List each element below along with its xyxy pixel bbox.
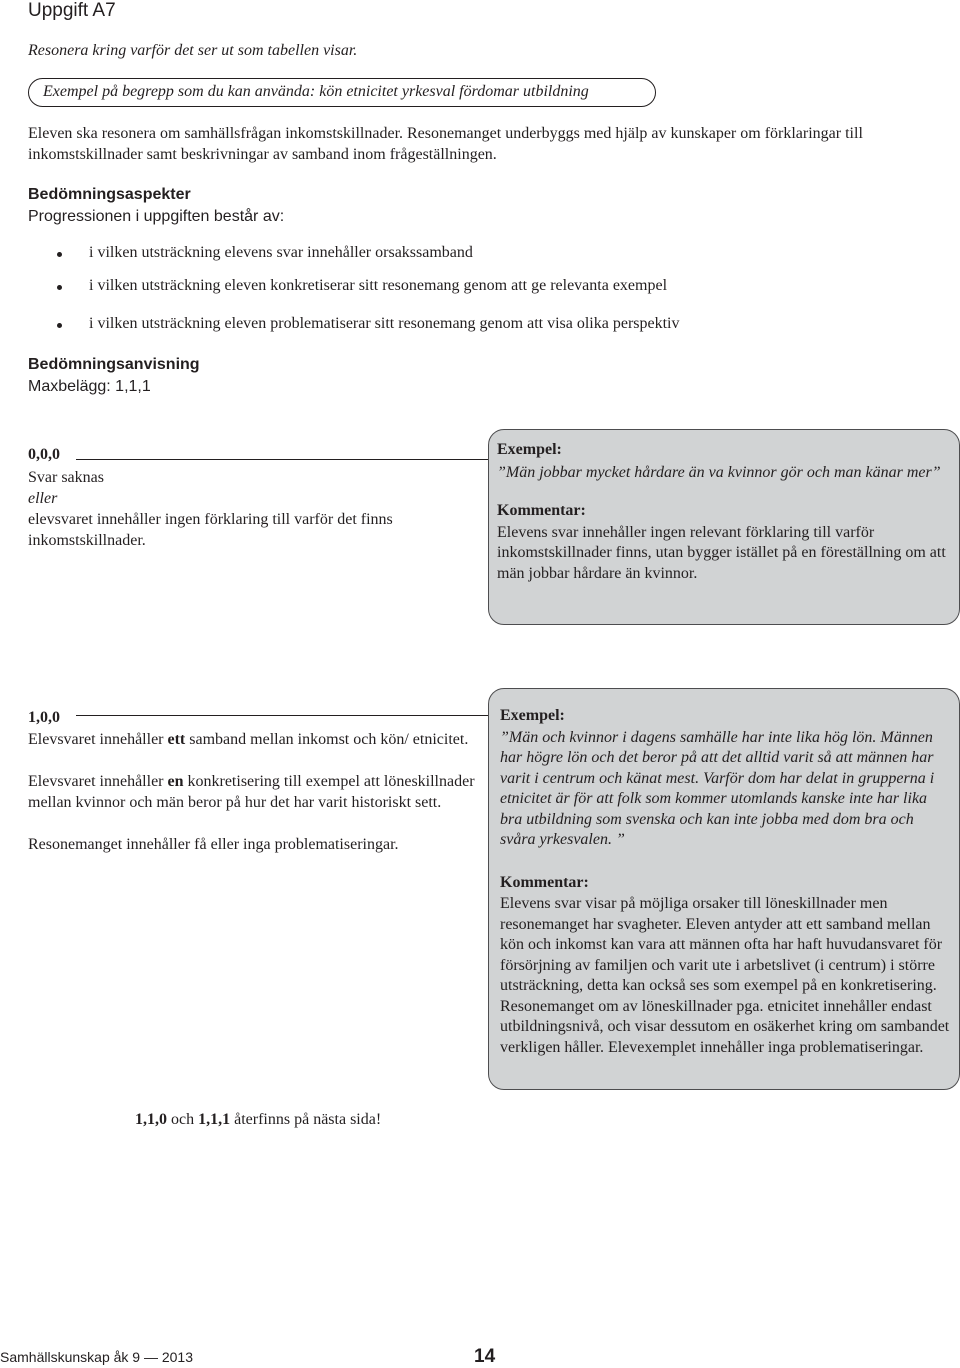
guidance-heading: Bedömningsanvisning — [28, 356, 200, 373]
task-instruction: Resonera kring varför det ser ut som tabellen visar. — [28, 42, 358, 59]
intro-paragraph: Eleven ska resonera om samhällsfrågan inkomstskillnader. Resonemanget underbyggs med hjälp av kunskaper om förklaringar till inkomstskillnader samt beskrivningar av samband inom frågeställningen. — [28, 125, 863, 163]
level2-example-label: Exempel: — [500, 707, 565, 724]
guidance-max: Maxbelägg: 1,1,1 — [28, 378, 151, 395]
concepts-box — [28, 78, 656, 107]
level2-example-text: ”Män och kvinnor i dagens samhälle har inte lika hög lön. Männen har högre lön och det beror på att det alltid varit så att männen har varit i centrum och känat mest. Varför dom har delat in grupperna i etnicitet är för att folk som kommer utomlands kanske inte har lika bra utbildning som svenska och kan inte jobba med dom bra och svåra yrkesvalen. ” — [500, 728, 935, 848]
page-number: 14 — [474, 1346, 496, 1367]
bullet-icon — [57, 323, 62, 328]
level1-example-box — [488, 429, 960, 625]
aspect-bullet: i vilken utsträckning eleven problematiserar sitt resonemang genom att visa olika perspektiv — [89, 315, 680, 332]
level2-p2: Elevsvaret innehåller en konkretisering till exempel att löneskillnader mellan kvinnor och män beror på hur det har varit historiskt sett. — [28, 773, 475, 811]
level1-comment-label: Kommentar: — [497, 502, 586, 519]
level2-p3: Resonemanget innehåller få eller inga problematiseringar. — [28, 836, 399, 853]
level2-score: 1,0,0 — [28, 709, 60, 726]
level2-example-box — [488, 688, 960, 1090]
level1-criteria — [28, 467, 468, 551]
level1-example-text: ”Män jobbar mycket hårdare än va kvinnor gör och man känar mer” — [497, 463, 941, 481]
level1-comment-text: Elevens svar innehåller ingen relevant förklaring till varför inkomstskillnader finns, utan bygger istället på en föreställning om att män jobbar hårdare än kvinnor. — [497, 523, 946, 582]
aspects-heading: Bedömningsaspekter — [28, 186, 191, 203]
level1-score: 0,0,0 — [28, 446, 60, 463]
aspects-lead: Progressionen i uppgiften består av: — [28, 208, 285, 225]
level2-p1: Elevsvaret innehåller ett samband mellan inkomst och kön/ etnicitet. — [28, 731, 469, 748]
task-title: Uppgift A7 — [28, 0, 116, 21]
level1-line1: Svar saknas — [28, 469, 104, 486]
footer-subject: Samhällskunskap åk 9 — 2013 — [0, 1349, 193, 1365]
level2-comment-label: Kommentar: — [500, 873, 589, 891]
level2-connector — [76, 715, 488, 716]
aspect-bullet: i vilken utsträckning eleven konkretiserar sitt resonemang genom att ge relevanta exempel — [89, 277, 668, 294]
level2-comment-text: Elevens svar visar på möjliga orsaker till löneskillnader men resonemanget har svagheter. Eleven antyder att ett samband mellan kön och inkomst kan vara att männen ofta har haft huvudansvaret för försörjning av familjen och varit ute i arbetslivet (i centrum) i större utsträckning, detta kan också ses som exempel på en konkretisering. Resonemanget om av löneskillnader pga. etnicitet innehåller endast utbildningsnivå, och visar dessutom en osäkerhet kring om sambandet verkligen håller. Elevexemplet innehåller inga problematiseringar. — [500, 895, 950, 1056]
bullet-icon — [57, 285, 62, 290]
level1-example-label: Exempel: — [497, 441, 562, 458]
bullet-icon — [57, 252, 62, 257]
continue-note: 1,1,0 och 1,1,1 återfinns på nästa sida! — [135, 1111, 382, 1128]
aspect-bullet: i vilken utsträckning elevens svar innehåller orsakssamband — [89, 244, 473, 261]
level2-criteria — [28, 729, 476, 855]
level1-connector — [76, 459, 488, 460]
level1-line2: elevsvaret innehåller ingen förklaring till varför det finns inkomstskillnader. — [28, 511, 393, 549]
level1-or: eller — [28, 490, 58, 507]
concepts-text: Exempel på begrepp som du kan använda: kön etnicitet yrkesval fördomar utbildning — [43, 83, 589, 100]
